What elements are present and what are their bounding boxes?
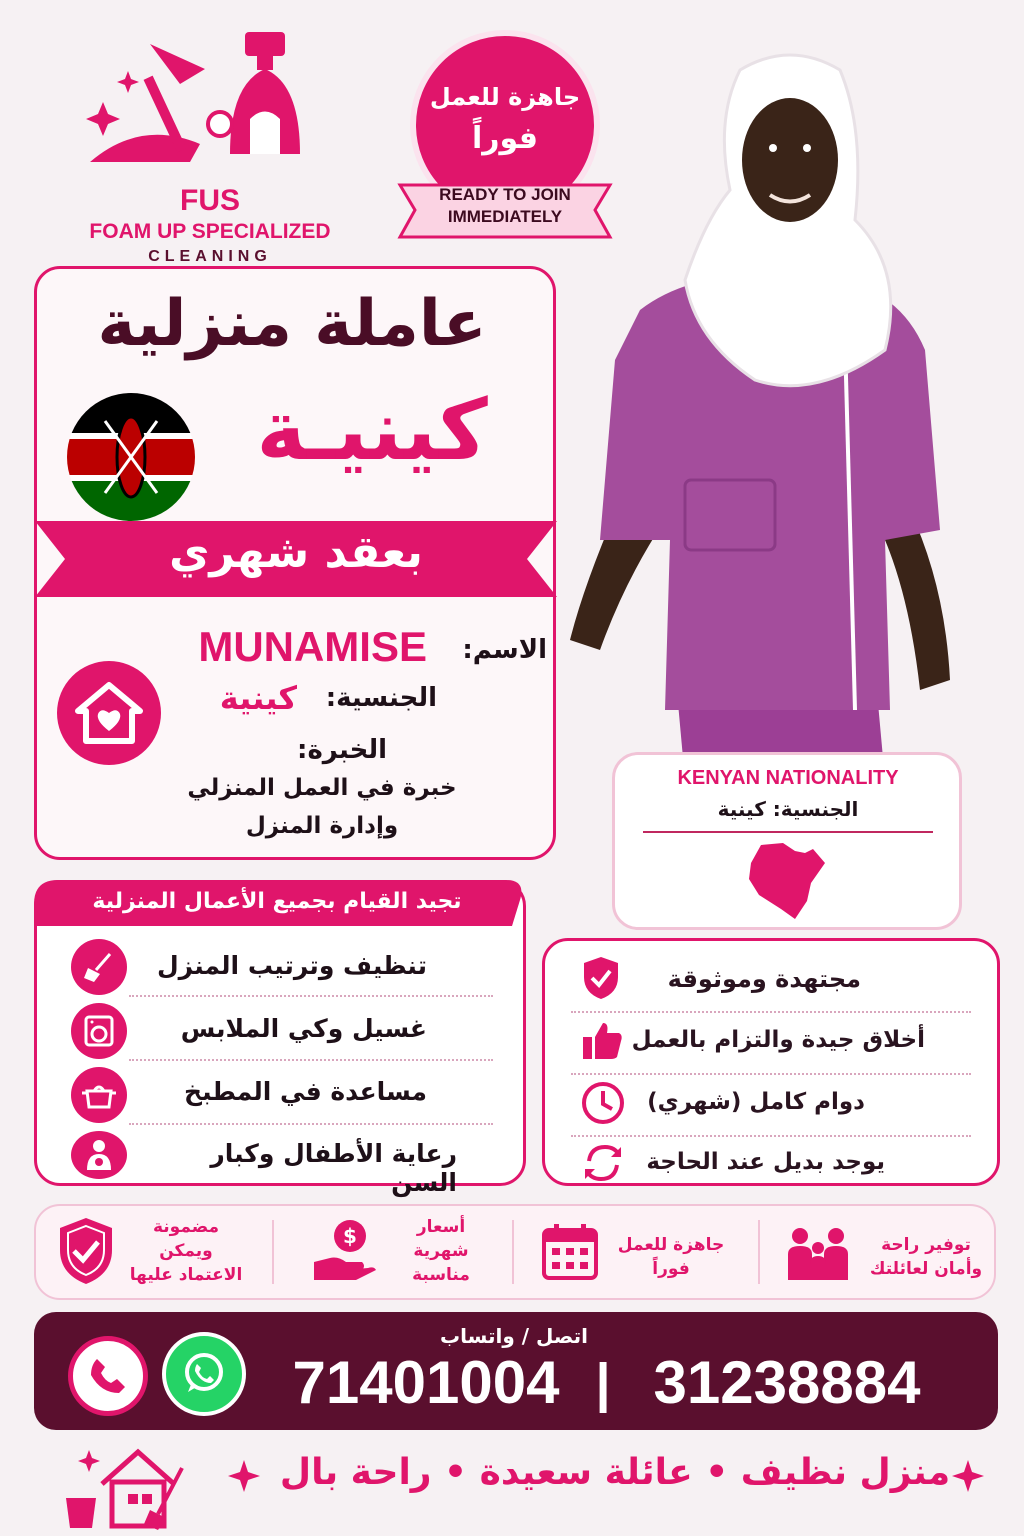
brand-tagline: CLEANING — [148, 248, 272, 265]
feature-line2: شهرية — [413, 1241, 469, 1261]
skills-card — [34, 880, 526, 1197]
skill-divider — [129, 995, 493, 997]
skills-header: تجيد القيام بجميع الأعمال المنزلية — [92, 889, 462, 914]
skill-item: مساعدة في المطبخ — [184, 1077, 427, 1106]
cooking-pot-icon — [71, 1067, 127, 1123]
quality-item: يوجد بديل عند الحاجة — [646, 1149, 885, 1175]
feature-line1: أسعار — [416, 1217, 466, 1237]
badge-en-line1: READY TO JOIN — [439, 185, 571, 204]
headline-nationality: كينيـة — [256, 381, 488, 479]
quality-divider — [571, 1011, 971, 1013]
badge-en-line2: IMMEDIATELY — [447, 207, 563, 226]
feature-separator — [758, 1220, 760, 1284]
contact-phone-2[interactable]: 71401004 — [292, 1349, 560, 1416]
contact-bar — [34, 1312, 998, 1430]
worker-photo — [555, 20, 975, 780]
feature-line2: وأمان لعائلتك — [869, 1259, 983, 1279]
feature-separator — [272, 1220, 274, 1284]
name-label: الاسم: — [462, 635, 547, 665]
feature-line3: الاعتماد عليها — [129, 1265, 243, 1285]
footer-slogan: منزل نظيف • عائلة سعيدة • راحة بال — [279, 1452, 951, 1493]
skill-divider — [129, 1123, 493, 1125]
qualities-card — [542, 938, 1000, 1186]
nationality-card — [612, 752, 962, 930]
washing-machine-icon — [71, 1003, 127, 1059]
broom-icon — [71, 939, 127, 995]
shield-check-icon — [581, 955, 621, 1001]
skill-item: تنظيف وترتيب المنزل — [156, 951, 427, 980]
sparkle-icon — [950, 1458, 986, 1494]
sparkle-icon — [226, 1458, 262, 1494]
nationality-label: الجنسية: — [325, 683, 437, 713]
home-heart-icon — [57, 661, 161, 765]
worker-figure-icon — [555, 20, 975, 780]
family-icon — [786, 1224, 850, 1282]
skill-divider — [129, 1059, 493, 1061]
headline-title: عاملة منزلية — [97, 287, 487, 361]
calendar-icon — [540, 1222, 600, 1282]
caregiver-icon — [71, 1131, 127, 1179]
phone-icon[interactable] — [68, 1336, 148, 1416]
badge-ar-line2: فوراً — [471, 121, 538, 156]
experience-line1: خبرة في العمل المنزلي — [187, 775, 457, 801]
quality-item: مجتهدة وموثوقة — [667, 965, 861, 993]
contact-phone-1[interactable]: 31238884 — [653, 1349, 921, 1416]
nationality-card-divider — [643, 831, 933, 833]
quality-divider — [571, 1073, 971, 1075]
headline-contract: بعقد شهري — [169, 527, 423, 578]
skill-item: غسيل وكي الملابس — [180, 1014, 427, 1043]
feature-separator — [512, 1220, 514, 1284]
cleaning-logo-icon — [80, 24, 340, 174]
contact-separator: | — [595, 1353, 611, 1413]
nationality-card-title: KENYAN NATIONALITY — [677, 767, 899, 789]
experience-label: الخبرة: — [297, 735, 387, 765]
quality-item: أخلاق جيدة والتزام بالعمل — [631, 1027, 925, 1053]
headline-card — [34, 266, 556, 860]
feature-line2: فوراً — [652, 1259, 690, 1279]
brand-short: FUS — [180, 184, 240, 217]
kenya-map-icon — [741, 839, 831, 925]
quality-item: دوام كامل (شهري) — [647, 1089, 865, 1115]
brand-name: FOAM UP SPECIALIZED — [89, 220, 331, 243]
clock-icon — [581, 1081, 625, 1125]
badge-ar-line1: جاهزة للعمل — [429, 83, 581, 111]
money-hand-icon — [312, 1218, 378, 1282]
whatsapp-icon[interactable] — [162, 1332, 246, 1416]
feature-line1: جاهزة للعمل — [617, 1235, 725, 1255]
brand-logo — [80, 24, 340, 265]
contact-label: اتصل / واتساب — [440, 1324, 588, 1348]
guarantee-shield-icon — [56, 1216, 116, 1286]
experience-line2: وإدارة المنزل — [245, 813, 399, 839]
skill-item: رعاية الأطفال وكبار السن — [210, 1139, 457, 1197]
feature-line1: توفير راحة — [881, 1235, 971, 1255]
name-value: MUNAMISE — [198, 623, 427, 670]
nationality-card-subtitle: الجنسية: كينية — [717, 797, 859, 821]
svg-text:$: $ — [343, 1224, 357, 1248]
nationality-value: كينية — [219, 679, 297, 717]
feature-line1: مضمونة — [152, 1217, 220, 1237]
feature-line2: ويمكن — [159, 1241, 213, 1261]
kenya-flag-icon — [65, 391, 197, 523]
house-cleaning-icon — [62, 1444, 190, 1530]
feature-line3: مناسبة — [412, 1265, 470, 1285]
quality-divider — [571, 1135, 971, 1137]
refresh-icon — [581, 1143, 625, 1183]
features-strip — [34, 1204, 996, 1300]
